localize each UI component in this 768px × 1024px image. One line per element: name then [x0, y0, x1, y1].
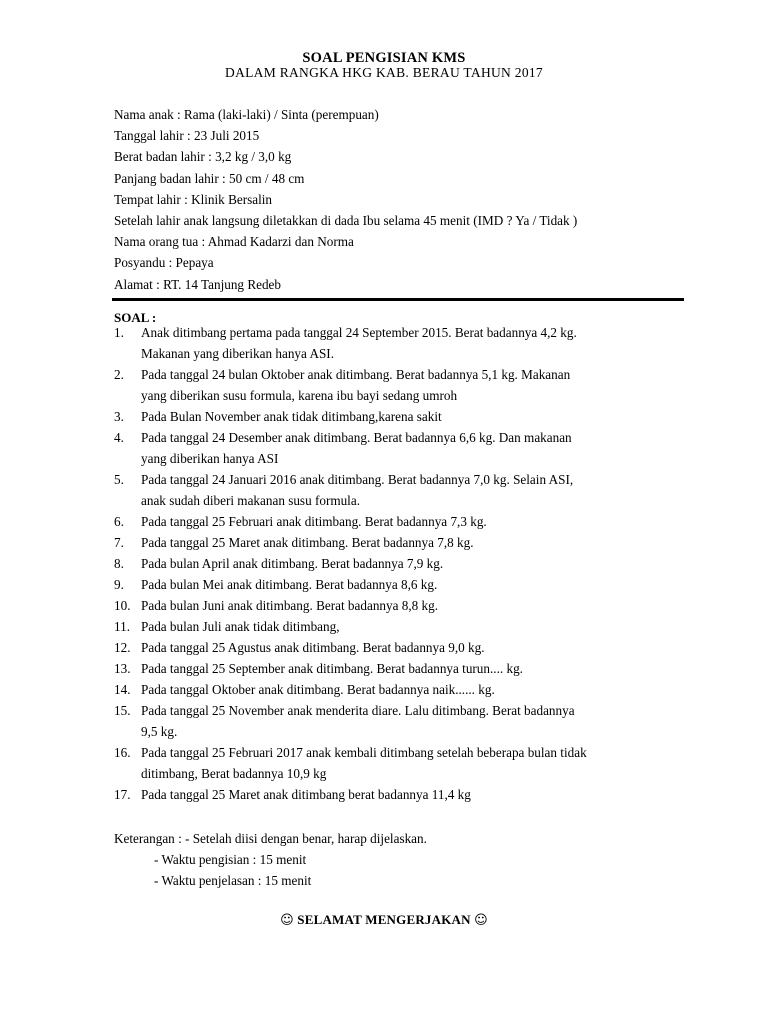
info-birth-date: Tanggal lahir : 23 Juli 2015	[114, 128, 260, 144]
question-number: 3.	[114, 409, 124, 424]
info-imd: Setelah lahir anak langsung diletakkan di dada Ibu selama 45 menit (IMD ? Ya / Tidak )	[114, 212, 578, 228]
info-birth-place: Tempat lahir : Klinik Bersalin	[114, 191, 273, 207]
question-text: Pada tanggal Oktober anak ditimbang. Berat badannya naik...... kg.	[141, 682, 495, 697]
question-item	[114, 574, 674, 595]
question-text: Pada bulan Mei anak ditimbang. Berat badannya 8,6 kg.	[141, 577, 438, 592]
question-text: Pada tanggal 25 November anak menderita diare. Lalu ditimbang. Berat badannya 9,5 kg.	[141, 703, 575, 739]
question-number: 17.	[114, 787, 131, 802]
keterangan-line: - Waktu pengisian : 15 menit	[154, 852, 307, 868]
question-item	[114, 616, 674, 637]
question-text: Pada tanggal 25 Februari 2017 anak kembali ditimbang setelah beberapa bulan tidak ditimbang, Berat badannya 10,9 kg	[141, 745, 587, 781]
question-number: 11.	[114, 619, 130, 634]
document-title: SOAL PENGISIAN KMS	[302, 50, 466, 66]
question-number: 13.	[114, 661, 131, 676]
question-text: Pada tanggal 25 Februari anak ditimbang. Berat badannya 7,3 kg.	[141, 514, 487, 529]
question-item	[114, 322, 674, 364]
keterangan-block	[114, 828, 427, 892]
question-text: Pada tanggal 25 September anak ditimbang. Berat badannya turun.... kg.	[141, 661, 523, 676]
question-number: 4.	[114, 430, 124, 445]
question-list	[114, 322, 674, 805]
question-item	[114, 595, 674, 616]
info-parents: Nama orang tua : Ahmad Kadarzi dan Norma	[114, 234, 354, 250]
keterangan-line: - Waktu penjelasan : 15 menit	[154, 873, 312, 889]
question-number: 10.	[114, 598, 131, 613]
smiley-icon: ☺	[280, 913, 294, 928]
question-text: Pada bulan Juli anak tidak ditimbang,	[141, 619, 340, 634]
smiley-icon: ☺	[474, 913, 488, 928]
question-number: 1.	[114, 325, 124, 340]
info-posyandu: Posyandu : Pepaya	[114, 255, 214, 271]
info-birth-length: Panjang badan lahir : 50 cm / 48 cm	[114, 170, 305, 186]
question-item	[114, 469, 674, 511]
horizontal-rule	[112, 298, 684, 301]
question-text: Pada tanggal 24 Desember anak ditimbang. Berat badannya 6,6 kg. Dan makanan yang diberikan hanya ASI	[141, 430, 572, 466]
question-item	[114, 553, 674, 574]
question-text: Pada tanggal 24 Januari 2016 anak ditimbang. Berat badannya 7,0 kg. Selain ASI, anak sudah diberi makanan susu formula.	[141, 472, 574, 508]
question-number: 12.	[114, 640, 131, 655]
question-number: 7.	[114, 535, 124, 550]
question-item	[114, 364, 674, 406]
question-number: 5.	[114, 472, 124, 487]
footer-text: SELAMAT MENGERJAKAN	[297, 912, 471, 927]
question-text: Pada Bulan November anak tidak ditimbang,karena sakit	[141, 409, 442, 424]
question-number: 14.	[114, 682, 131, 697]
question-number: 9.	[114, 577, 124, 592]
question-item	[114, 742, 674, 784]
question-number: 16.	[114, 745, 131, 760]
question-item	[114, 637, 674, 658]
question-item	[114, 679, 674, 700]
question-number: 8.	[114, 556, 124, 571]
question-item	[114, 700, 674, 742]
question-text: Pada bulan April anak ditimbang. Berat badannya 7,9 kg.	[141, 556, 444, 571]
question-item	[114, 532, 674, 553]
question-text: Pada tanggal 25 Agustus anak ditimbang. Berat badannya 9,0 kg.	[141, 640, 485, 655]
question-number: 6.	[114, 514, 124, 529]
question-text: Pada bulan Juni anak ditimbang. Berat badannya 8,8 kg.	[141, 598, 439, 613]
question-item	[114, 784, 674, 805]
child-info-block	[114, 104, 577, 295]
footer-message	[0, 912, 768, 928]
question-item	[114, 511, 674, 532]
info-birth-weight: Berat badan lahir : 3,2 kg / 3,0 kg	[114, 149, 292, 165]
question-item	[114, 406, 674, 427]
question-item	[114, 427, 674, 469]
info-address: Alamat : RT. 14 Tanjung Redeb	[114, 276, 282, 292]
question-text: Pada tanggal 25 Maret anak ditimbang. Berat badannya 7,8 kg.	[141, 535, 474, 550]
document-subtitle: DALAM RANGKA HKG KAB. BERAU TAHUN 2017	[225, 65, 543, 80]
soal-heading: SOAL :	[114, 310, 157, 325]
question-text: Pada tanggal 25 Maret anak ditimbang berat badannya 11,4 kg	[141, 787, 471, 802]
keterangan-line: Keterangan : - Setelah diisi dengan benar, harap dijelaskan.	[114, 831, 427, 846]
info-child-name: Nama anak : Rama (laki-laki) / Sinta (perempuan)	[114, 107, 379, 122]
question-number: 2.	[114, 367, 124, 382]
question-item	[114, 658, 674, 679]
question-text: Pada tanggal 24 bulan Oktober anak ditimbang. Berat badannya 5,1 kg. Makanan yang diberikan susu formula, karena ibu bayi sedang umroh	[141, 367, 571, 403]
question-number: 15.	[114, 703, 131, 718]
question-text: Anak ditimbang pertama pada tanggal 24 September 2015. Berat badannya 4,2 kg. Makanan yang diberikan hanya ASI.	[141, 325, 577, 361]
